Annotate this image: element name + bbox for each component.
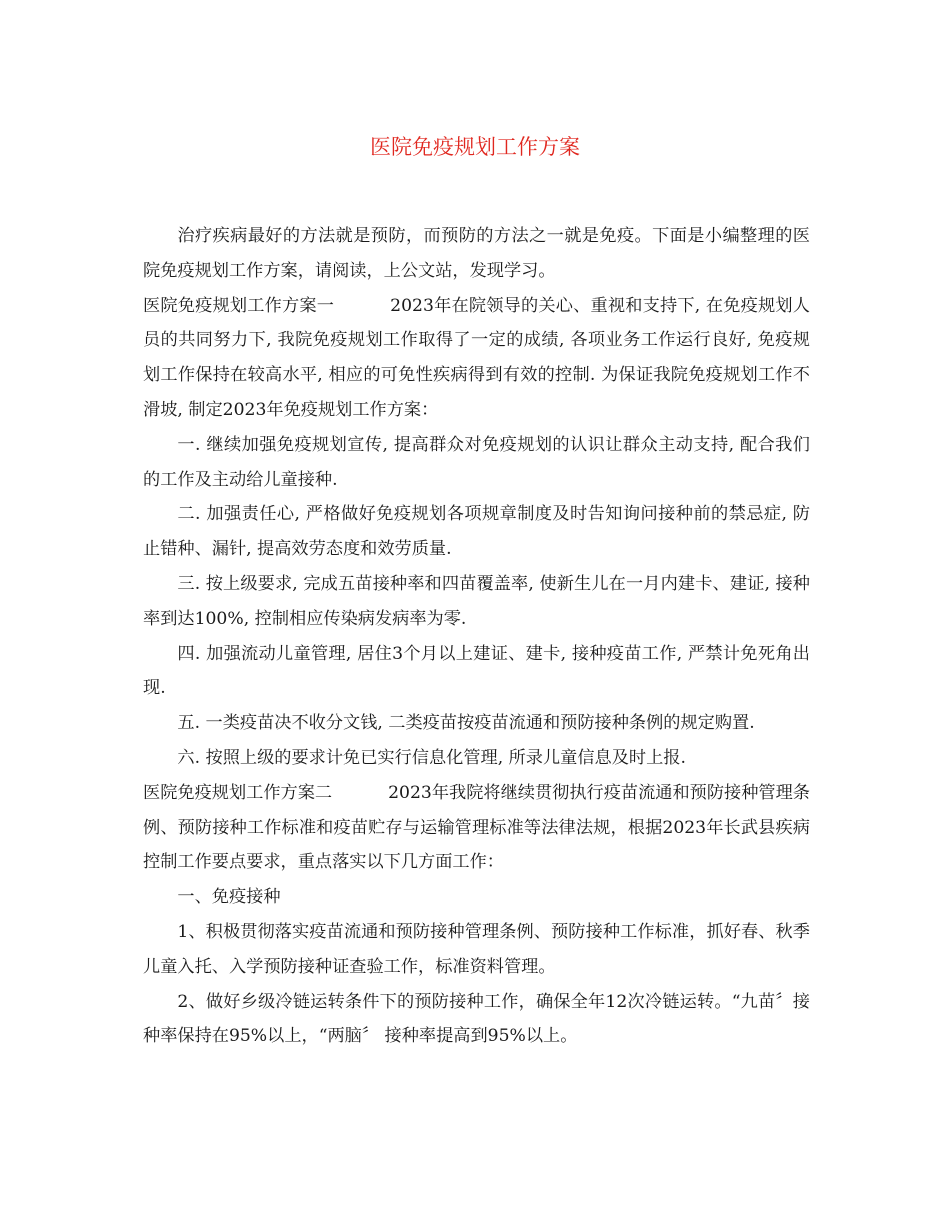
intro-paragraph: 治疗疾病最好的方法就是预防，而预防的方法之一就是免疫。下面是小编整理的医院免疫规划工作方案，请阅读，上公文站，发现学习。 <box>143 226 810 281</box>
subsection-item-2: 2、做好乡级冷链运转条件下的预防接种工作，确保全年12次冷链运转。“九苗〞接种率保持在95%以上，“两脑〞 接种率提高到95%以上。 <box>143 991 810 1047</box>
list-item-4: 四. 加强流动儿童管理, 居住3个月以上建证、建卡, 接种疫苗工作, 严禁计免死角出现. <box>143 643 810 699</box>
list-item-2: 二. 加强责任心, 严格做好免疫规划各项规章制度及时告知询问接种前的禁忌症, 防止错种、漏针, 提高效劳态度和效劳质量. <box>143 504 810 560</box>
section-two-text: 2023年我院将继续贯彻执行疫苗流通和预防接种管理条例、预防接种工作标准和疫苗贮存与运输管理标准等法律法规，根据2023年长武县疾病控制工作要点要求，重点落实以下几方面工作： <box>143 782 810 873</box>
list-item-6: 六. 按照上级的要求计免已实行信息化管理, 所录儿童信息及时上报. <box>177 747 686 768</box>
section-one-text: 2023年在院领导的关心、重视和支持下, 在免疫规划人员的共同努力下, 我院免疫规划工作取得了一定的成绩, 各项业务工作运行良好, 免疫规划工作保持在较高水平, 相应的可免性疾病得到有效的控制. 为保证我院免疫规划工作不滑坡, 制定2023年免疫规划工作方案： <box>143 295 810 420</box>
list-item-5: 五. 一类疫苗决不收分文钱, 二类疫苗按疫苗流通和预防接种条例的规定购置. <box>177 713 755 734</box>
section-two-heading: 医院免疫规划工作方案二 <box>143 782 333 803</box>
subsection-item-1: 1、积极贯彻落实疫苗流通和预防接种管理条例、预防接种工作标准，抓好春、秋季儿童入托、入学预防接种证查验工作，标准资料管理。 <box>143 921 810 977</box>
list-item-3: 三. 按上级要求, 完成五苗接种率和四苗覆盖率, 使新生儿在一月内建卡、建证, 接种率到达100%, 控制相应传染病发病率为零. <box>143 573 810 629</box>
section-one-heading: 医院免疫规划工作方案一 <box>143 295 335 316</box>
section-one-paragraph <box>143 289 810 428</box>
subsection-heading: 一、免疫接种 <box>177 887 281 908</box>
section-two-paragraph <box>143 776 810 880</box>
document-title: 医院免疫规划工作方案 <box>370 135 580 159</box>
document-body <box>143 219 810 1054</box>
list-item-1: 一. 继续加强免疫规划宣传, 提高群众对免疫规划的认识让群众主动支持, 配合我们的工作及主动给儿童接种. <box>143 434 810 490</box>
